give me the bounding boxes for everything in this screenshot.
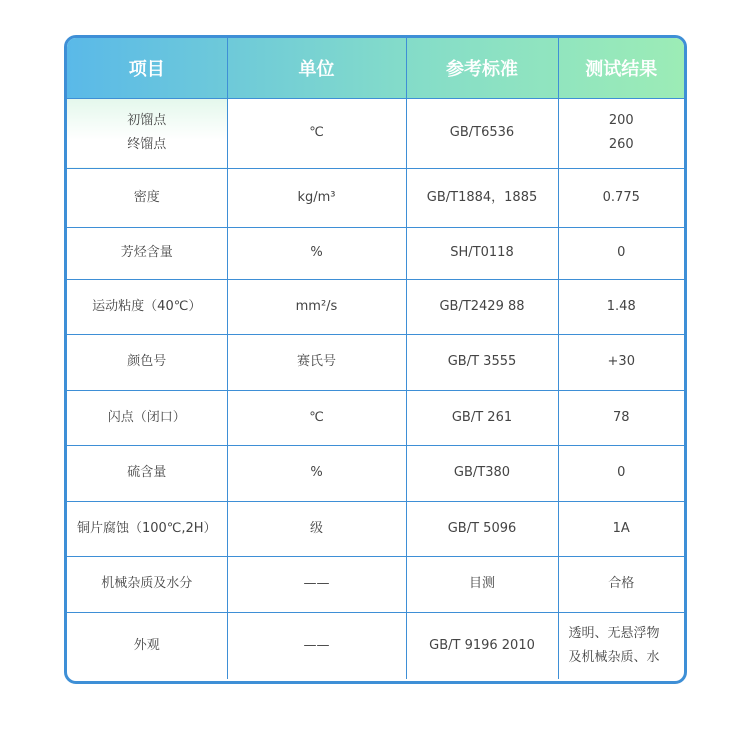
- row-standard: GB/T 3555: [406, 334, 558, 390]
- header-result: 测试结果: [558, 38, 684, 98]
- row-result-line: 及机械杂质、水: [568, 649, 660, 665]
- row-item: 铜片腐蚀（100℃,2H）: [67, 501, 227, 556]
- row-unit: 级: [227, 501, 406, 556]
- row-item: 运动粘度（40℃）: [67, 279, 227, 334]
- table-row: [67, 168, 684, 227]
- row-item: 外观: [67, 612, 227, 679]
- row-result-line: 260: [608, 137, 634, 152]
- header-unit: 单位: [227, 38, 406, 98]
- row-result: 合格: [558, 556, 684, 612]
- row-result: +30: [558, 334, 684, 390]
- row-item-line: 终馏点: [127, 137, 167, 152]
- table-row: [67, 556, 684, 612]
- row-item: 密度: [67, 168, 227, 227]
- row-unit: mm²/s: [227, 279, 406, 334]
- table-row: [67, 612, 684, 679]
- row-standard: GB/T 9196 2010: [406, 612, 558, 679]
- row-item: [67, 98, 227, 168]
- table-row: [67, 227, 684, 279]
- row-result-line: 透明、无悬浮物: [568, 625, 660, 641]
- table-row: [67, 390, 684, 445]
- row-item: 闪点（闭口）: [67, 390, 227, 445]
- header-item: 项目: [67, 38, 227, 98]
- row-result: 0: [558, 227, 684, 279]
- table-row: [67, 445, 684, 501]
- row-standard: 目测: [406, 556, 558, 612]
- row-standard: GB/T6536: [406, 98, 558, 168]
- spec-table: [67, 38, 684, 679]
- row-item: 硫含量: [67, 445, 227, 501]
- row-item: 机械杂质及水分: [67, 556, 227, 612]
- table-row: [67, 501, 684, 556]
- row-unit: kg/m³: [227, 168, 406, 227]
- row-unit: %: [227, 227, 406, 279]
- row-unit: ——: [227, 556, 406, 612]
- row-unit: ——: [227, 612, 406, 679]
- row-item: 颜色号: [67, 334, 227, 390]
- row-result: 1.48: [558, 279, 684, 334]
- row-standard: GB/T2429 88: [406, 279, 558, 334]
- table-row: [67, 98, 684, 168]
- row-result: 78: [558, 390, 684, 445]
- row-unit: %: [227, 445, 406, 501]
- row-item: 芳烃含量: [67, 227, 227, 279]
- row-standard: GB/T 5096: [406, 501, 558, 556]
- row-result: 1A: [558, 501, 684, 556]
- row-unit: ℃: [227, 98, 406, 168]
- row-result: 0: [558, 445, 684, 501]
- row-result-line: 200: [608, 113, 634, 128]
- spec-table-card: [64, 35, 687, 684]
- table-row: [67, 334, 684, 390]
- row-standard: GB/T1884，1885: [406, 168, 558, 227]
- row-standard: GB/T 261: [406, 390, 558, 445]
- table-row: [67, 279, 684, 334]
- table-header-row: [67, 38, 684, 98]
- row-standard: GB/T380: [406, 445, 558, 501]
- row-standard: SH/T0118: [406, 227, 558, 279]
- row-unit: ℃: [227, 390, 406, 445]
- row-unit: 赛氏号: [227, 334, 406, 390]
- row-result: [558, 612, 684, 679]
- row-result: [558, 98, 684, 168]
- header-standard: 参考标准: [406, 38, 558, 98]
- row-item-line: 初馏点: [127, 113, 167, 128]
- row-result: 0.775: [558, 168, 684, 227]
